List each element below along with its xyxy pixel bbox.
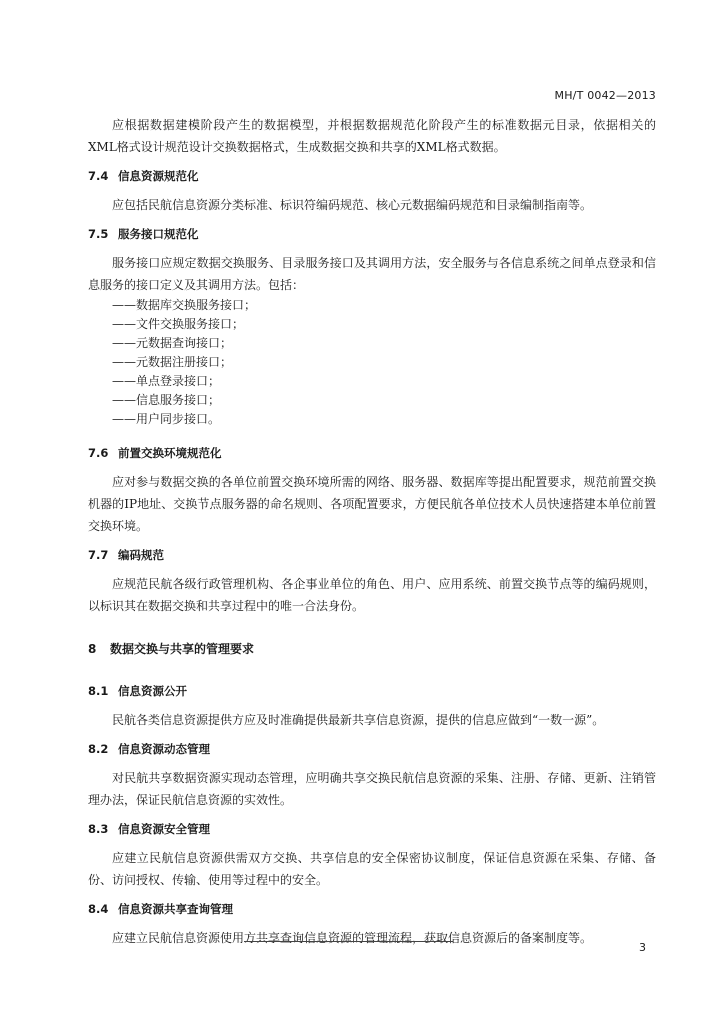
section-number: 8.1 bbox=[88, 684, 109, 698]
section-8-2-body: 对民航共享数据资源实现动态管理，应明确共享交换民航信息资源的采集、注册、存储、更新、注销管理办法，保证民航信息资源的实效性。 bbox=[88, 771, 656, 807]
section-7-5-body: 服务接口应规定数据交换服务、目录服务接口及其调用方法，安全服务与各信息系统之间单点登录和信息服务的接口定义及其调用方法。包括： bbox=[88, 256, 656, 292]
section-8-2-heading bbox=[88, 739, 656, 759]
section-title: 数据交换与共享的管理要求 bbox=[110, 642, 255, 656]
section-number: 8.4 bbox=[88, 902, 109, 916]
section-8-3-body: 应建立民航信息资源供需双方交换、共享信息的安全保密协议制度，保证信息资源在采集、存储、备份、访问授权、传输、使用等过程中的安全。 bbox=[88, 851, 656, 887]
section-7-4-heading bbox=[88, 166, 656, 186]
section-number: 8.2 bbox=[88, 742, 109, 756]
section-number: 8.3 bbox=[88, 822, 109, 836]
list-item: ——信息服务接口； bbox=[112, 393, 221, 407]
section-7-5-heading bbox=[88, 224, 656, 244]
section-8-1-body: 民航各类信息资源提供方应及时准确提供最新共享信息资源，提供的信息应做到“一数一源”。 bbox=[112, 713, 605, 727]
list-item: ——数据库交换服务接口； bbox=[112, 298, 257, 312]
section-title: 信息资源共享查询管理 bbox=[118, 902, 233, 916]
section-7-6-heading bbox=[88, 443, 656, 463]
section-number: 7.6 bbox=[88, 446, 109, 460]
section-number: 7.5 bbox=[88, 227, 109, 241]
section-7-4-body: 应包括民航信息资源分类标准、标识符编码规范、核心元数据编码规范和目录编制指南等。 bbox=[112, 198, 593, 212]
list-item: ——元数据注册接口； bbox=[112, 355, 233, 369]
section-7-7-heading bbox=[88, 545, 656, 565]
section-title: 编码规范 bbox=[118, 548, 164, 562]
list-item: ——元数据查询接口； bbox=[112, 336, 233, 350]
footer-divider bbox=[244, 941, 453, 942]
section-7-7-body: 应规范民航各级行政管理机构、各企事业单位的角色、用户、应用系统、前置交换节点等的编码规则，以标识其在数据交换和共享过程中的唯一合法身份。 bbox=[88, 577, 656, 613]
list-item: ——文件交换服务接口； bbox=[112, 317, 245, 331]
section-title: 前置交换环境规范化 bbox=[118, 446, 222, 460]
section-8-4-body: 应建立民航信息资源使用方共享查询信息资源的管理流程，获取信息资源后的备案制度等。 bbox=[112, 931, 593, 945]
section-title: 信息资源安全管理 bbox=[118, 822, 210, 836]
section-8-4-heading bbox=[88, 899, 656, 919]
section-7-6-body: 应对参与数据交换的各单位前置交换环境所需的网络、服务器、数据库等提出配置要求，规范前置交换机器的IP地址、交换节点服务器的命名规则、各项配置要求，方便民航各单位技术人员快速搭建本单位前置交换环境。 bbox=[88, 475, 656, 533]
section-8-3-heading bbox=[88, 819, 656, 839]
section-number: 7.7 bbox=[88, 548, 109, 562]
intro-paragraph: 应根据数据建模阶段产生的数据模型，并根据数据规范化阶段产生的标准数据元目录，依据相关的XML格式设计规范设计交换数据格式，生成数据交换和共享的XML格式数据。 bbox=[88, 118, 656, 154]
section-number: 8 bbox=[88, 642, 97, 656]
section-number: 7.4 bbox=[88, 169, 109, 183]
section-title: 服务接口规范化 bbox=[118, 227, 199, 241]
list-item: ——用户同步接口。 bbox=[112, 412, 221, 426]
document-body bbox=[88, 114, 656, 949]
section-title: 信息资源规范化 bbox=[118, 169, 199, 183]
page-number: 3 bbox=[639, 941, 646, 954]
section-title: 信息资源动态管理 bbox=[118, 742, 210, 756]
list-item: ——单点登录接口； bbox=[112, 374, 221, 388]
standard-number: MH/T 0042—2013 bbox=[554, 89, 656, 102]
section-title: 信息资源公开 bbox=[118, 684, 187, 698]
section-8-heading bbox=[88, 639, 656, 659]
section-8-1-heading bbox=[88, 681, 656, 701]
